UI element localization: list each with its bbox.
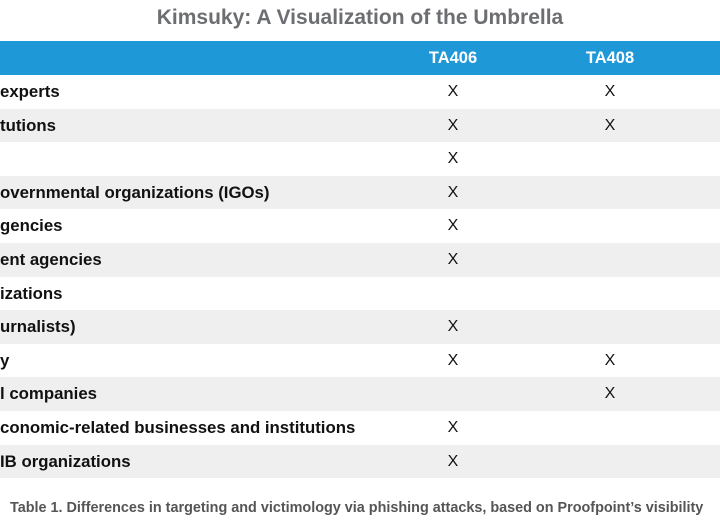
ta406-mark: X [447, 217, 459, 235]
table-header [0, 41, 720, 75]
table-row [0, 109, 720, 143]
row-label: l companies [0, 384, 97, 404]
page-title: Kimsuky: A Visualization of the Umbrella [156, 6, 564, 29]
row-label: y [0, 350, 10, 370]
table-row [0, 344, 720, 378]
ta408-mark: X [604, 116, 616, 134]
ta406-mark: X [447, 83, 459, 100]
table-row [0, 445, 720, 479]
ta408-mark: X [604, 351, 616, 369]
table-row [0, 75, 720, 109]
row-label: overnmental organizations (IGOs) [0, 182, 270, 202]
row-label: tutions [0, 115, 56, 135]
ta406-mark: X [447, 183, 459, 201]
row-label: urnalists) [0, 317, 76, 337]
table-body [0, 75, 720, 478]
table-row [0, 209, 720, 243]
ta408-mark: X [604, 83, 616, 100]
row-label: izations [0, 283, 63, 303]
table-row [0, 142, 720, 176]
header-ta406: TA406 [428, 49, 478, 67]
table-row [0, 277, 720, 311]
ta408-mark: X [604, 385, 616, 403]
ta406-mark: X [447, 452, 459, 470]
row-label: gencies [0, 216, 63, 236]
table-row [0, 176, 720, 210]
ta406-mark: X [447, 318, 459, 336]
row-label: experts [0, 82, 60, 101]
row-label: conomic-related businesses and institutions [0, 417, 356, 437]
ta406-mark: X [447, 250, 459, 268]
ta406-mark: X [447, 150, 459, 168]
ta406-mark: X [447, 351, 459, 369]
table-caption: Table 1. Differences in targeting and victimology via phishing attacks, based on Proofpoint’s visibility [10, 500, 704, 516]
row-label: ent agencies [0, 249, 102, 269]
ta406-mark: X [447, 418, 459, 436]
table-row [0, 411, 720, 445]
table-row [0, 243, 720, 277]
table-row [0, 377, 720, 411]
table-row [0, 310, 720, 344]
row-label: IB organizations [0, 451, 131, 471]
ta406-mark: X [447, 116, 459, 134]
header-ta408: TA408 [585, 49, 635, 67]
